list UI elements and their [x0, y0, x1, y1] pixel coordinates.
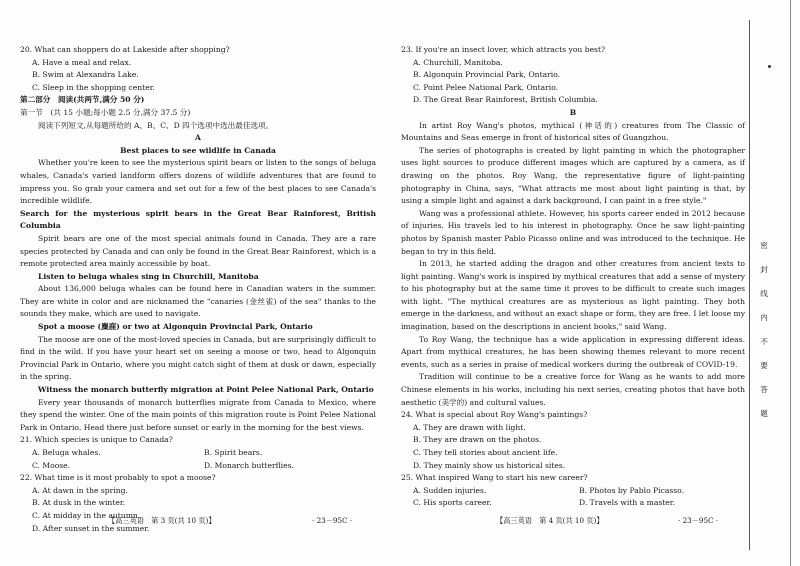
seal-char: 线	[760, 289, 768, 298]
q23-option-d: D. The Great Bear Rainforest, British Columbia.	[413, 95, 598, 105]
q21-option-c: C. Moose.	[32, 460, 71, 470]
q22-option-a: A. At dawn in the spring.	[32, 485, 128, 495]
paragraph-butterfly: Every year thousands of monarch butterflies migrate from Canada to Mexico, where they spend the winter. One of the main points of this migration route is Point Pelee National Park in Ontario. Head there just before sunset or early in the morning for the best views.	[20, 397, 376, 432]
heading-spirit-bears: Search for the mysterious spirit bears in the Great Bear Rainforest, British Columbia	[20, 208, 376, 231]
q22-option-d: D. After sunset in the summer.	[32, 523, 150, 533]
q24-option-c: C. They tell stories about ancient life.	[413, 448, 558, 457]
q22-question: 22. What time is it most probably to spot a moose?	[20, 473, 216, 483]
paragraph-beluga: About 136,000 beluga whales can be found here in Canadian waters in the summer. They are white in color and are nicknamed the "canaries (金丝雀) of the sea" thanks to the sounds they make, which are used to navigate.	[20, 284, 376, 319]
q21-options-row-2	[20, 460, 376, 473]
q25-options-row-2	[401, 497, 745, 510]
section1-title: 第一节 (共 15 小题;每小题 2.5 分,满分 37.5 分)	[20, 107, 191, 117]
q24-question: 24. What is special about Roy Wang's paintings?	[401, 410, 588, 420]
passage-a-letter: A	[195, 133, 201, 143]
q25-option-c: C. His sports career.	[413, 498, 492, 508]
right-column	[401, 44, 745, 510]
passage-a-title: Best places to see wildlife in Canada	[120, 145, 276, 155]
instruction: 阅读下列短文,从每题所给的 A、B、C、D 四个选项中选出最佳选项。	[38, 120, 274, 130]
q22-option-b: B. At dusk in the winter.	[32, 498, 126, 508]
part2-title: 第二部分 阅读(共两节,满分 50 分)	[20, 95, 145, 105]
footer-right-code: · 23－95C ·	[678, 516, 719, 525]
q21-option-a: A. Beluga whales.	[32, 448, 101, 457]
q23-question: 23. If you're an insect lover, which attracts you best?	[401, 45, 606, 54]
q25-options-row-1	[401, 485, 745, 498]
q20-option-a: A. Have a meal and relax.	[32, 57, 132, 67]
q23-option-c: C. Point Pelee National Park, Ontario.	[413, 82, 559, 92]
binding-divider	[749, 20, 750, 550]
passage-b-paragraph-5: To Roy Wang, the technique has a wide application in expressing different ideas. Apart from mythical creatures, he has been showing themes relevant to more recent events, such as a series in praise of medical workers during the outbreak of COVID-19.	[401, 334, 745, 369]
passage-b-letter: B	[569, 107, 577, 117]
heading-beluga: Listen to beluga whales sing in Churchill, Manitoba	[38, 271, 259, 281]
q20-option-b: B. Swim at Alexandra Lake.	[32, 70, 139, 80]
q21-option-d: D. Monarch butterflies.	[204, 460, 294, 470]
q25-option-b: B. Photos by Pablo Picasso.	[579, 485, 685, 495]
heading-butterfly: Witness the monarch butterfly migration at Point Pelee National Park, Ontario	[38, 385, 374, 395]
passage-a-intro: Whether you're keen to see the mysterious spirit bears or listen to the songs of beluga whales, Canada's varied landform offers dozens of wildlife adventures that are found to impress you. So grab your camera and set out for a few of the best places to see Canada's incredible wildlife.	[20, 158, 376, 206]
seal-char: 要	[760, 361, 768, 370]
seal-char: 题	[760, 409, 768, 418]
q21-options-row-1	[20, 447, 376, 460]
footer-right-page-label: 【高三英语 第 4 页(共 10 页)】	[496, 516, 604, 525]
q25-option-d: D. Travels with a master.	[579, 498, 675, 508]
seal-char: 答	[760, 385, 768, 394]
seal-char: 不	[760, 337, 768, 346]
paragraph-spirit-bears: Spirit bears are one of the most special animals found in Canada. They are a rare species protected by Canada and can only be found in the Great Bear Rainforest, which is a remote protected area mainly accessible by boat.	[20, 233, 376, 269]
binding-dot	[768, 65, 771, 68]
q25-question: 25. What inspired Wang to start his new career?	[401, 473, 588, 483]
footer-left-page-label: 【高三英语 第 3 页(共 10 页)】	[108, 516, 216, 525]
passage-b-paragraph-6: Tradition will continue to be a creative force for Wang as he wants to add more Chinese elements in his works, including his next series, creating photos that have both aesthetic (美学的) and cultural values.	[401, 372, 745, 407]
q24-option-a: A. They are drawn with light.	[413, 422, 526, 432]
q23-option-b: B. Algonquin Provincial Park, Ontario.	[413, 70, 561, 80]
paragraph-moose: The moose are one of the most-loved species in Canada, but are surprisingly difficult to find in the wild. If you have your heart set on seeing a moose or two, head to Algonquin Provincial Park in Ontario, where you might catch sight of them at dusk or dawn, especially in the spring.	[20, 334, 376, 382]
q20-option-c: C. Sleep in the shopping center.	[32, 82, 155, 92]
q23-option-a: A. Churchill, Manitoba.	[413, 57, 503, 67]
heading-moose: Spot a moose (麋鹿) or two at Algonquin Provincial Park, Ontario	[38, 322, 313, 332]
left-column	[20, 44, 376, 535]
seal-char: 密	[760, 241, 768, 250]
seal-char: 内	[760, 313, 768, 322]
q20-question: 20. What can shoppers do at Lakeside after shopping?	[20, 45, 230, 54]
passage-b-paragraph-4: In 2013, he started adding the dragon and other creatures from ancient texts to light painting. Wang's work is inspired by mythical creatures that add a sense of mystery to his photography but at the same time it proves to be difficult to create such images with light. "The mythical creatures are as mysterious as light painting. They both emerge in the darkness, and without an exact shape or form, they are free. I let loose my imagination, based on the descriptions in ancient books," said Wang.	[401, 259, 746, 332]
q22-option-c: C. At midday in the autumn.	[32, 510, 141, 520]
q25-option-a: A. Sudden injuries.	[413, 485, 487, 495]
page-edge	[790, 0, 791, 566]
footer-left-code: · 23－95C ·	[312, 516, 353, 525]
seal-line-text	[758, 240, 770, 432]
passage-b-paragraph-1: In artist Roy Wang's photos, mythical (神话的) creatures from The Classic of Mountains and Seas emerge in front of historical sites of Guangzhou.	[401, 120, 745, 143]
q21-question: 21. Which species is unique to Canada?	[20, 435, 173, 445]
passage-b-paragraph-3: Wang was a professional athlete. However, his sports career ended in 2012 because of injuries. His travels led to his interest in photography. Once he saw light-painting photos by Spanish master Pablo Picasso online and was introduced to the technique. He began to try in this field.	[401, 208, 745, 256]
q24-option-b: B. They are drawn on the photos.	[413, 435, 542, 445]
q21-option-b: B. Spirit bears.	[204, 448, 263, 457]
passage-b-paragraph-2: The series of photographs is created by light painting in which the photographer uses light sources to produce different images which are captured by a camera, as if drawing on the photos. Roy Wang, the representative figure of light-painting photography in China, says, "What attracts me most about light painting is that, by using a simple light and against a dark background, I can paint in a free style."	[401, 145, 745, 206]
seal-char: 封	[760, 265, 768, 274]
q24-option-d: D. They mainly show us historical sites.	[413, 460, 566, 470]
